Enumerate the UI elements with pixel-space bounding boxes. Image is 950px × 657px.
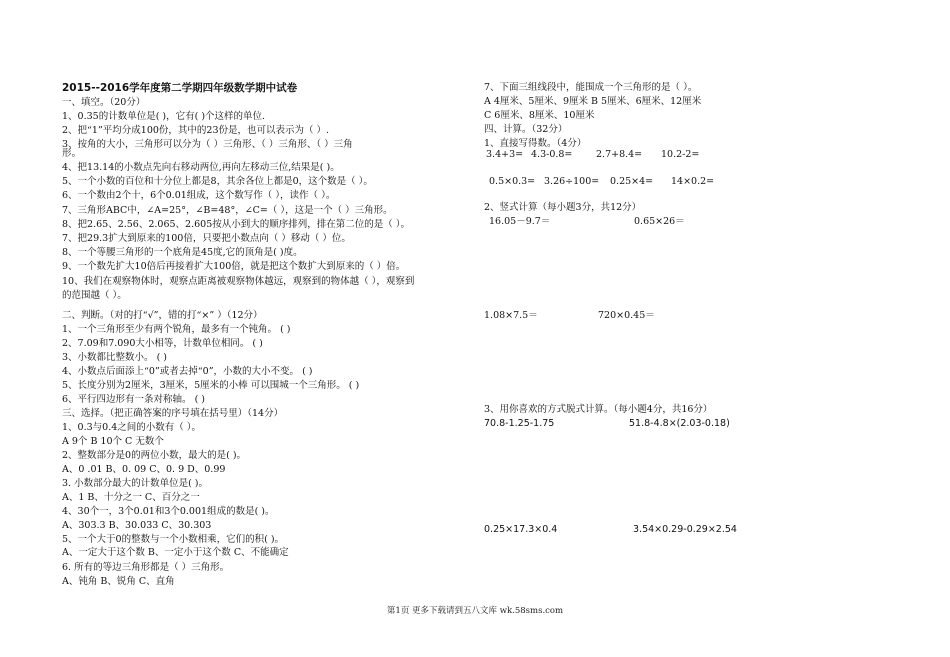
easy-calc-title: 3、用你喜欢的方式脱式计算。（每小题4分，共16分） <box>484 404 713 415</box>
direct-calc-item: 10.2-2= <box>661 149 700 160</box>
question-line: 四、计算。（32分） <box>484 124 568 135</box>
question-line: 4、把13.14的小数点先向右移动两位,再向左移动三位,结果是( )。 <box>62 162 340 173</box>
easy-calc-item: 0.25×17.3×0.4 <box>484 524 558 535</box>
question-line: 4、小数点后面添上“0”或者去掉“0”，小数的大小不变。 ( ) <box>62 366 313 377</box>
question-line: 4、30个一，3个0.01和3个0.001组成的数是( )。 <box>62 506 275 517</box>
question-line: A、1 B、十分之一 C、百分之一 <box>62 492 200 503</box>
question-line: A、0 .01 B、0. 09 C、0. 9 D、0.99 <box>62 464 226 475</box>
question-line: 1、0.35的计数单位是( )，它有( )个这样的单位. <box>62 111 266 122</box>
question-line: 二、判断。（对的打“√”，错的打“×” ）（12分） <box>62 310 263 321</box>
question-line: 5、一个大于0的整数与一个小数相乘，它们的积( )。 <box>62 534 285 545</box>
question-line: 5、一个小数的百位和十分位上都是8，其余各位上都是0，这个数是（ ）。 <box>62 176 373 187</box>
vertical-calc-item: 16.05－9.7＝ <box>489 216 551 227</box>
question-line: 9、一个数先扩大10倍后再接着扩大100倍，就是把这个数扩大到原来的（ ）倍。 <box>62 261 406 272</box>
question-line: 7、下面三组线段中，能围成一个三角形的是（ ）。 <box>484 82 698 93</box>
vertical-calc-item: 1.08×7.5＝ <box>484 310 538 321</box>
question-line: 1、直接写得数。（4分） <box>484 138 587 149</box>
question-line: 1、0.3与0.4之间的小数有（ ）。 <box>62 422 202 433</box>
direct-calc-item: 14×0.2= <box>671 176 715 187</box>
question-line: A、303.3 B、30.033 C、30.303 <box>62 520 212 531</box>
vertical-calc-item: 720×0.45＝ <box>598 310 655 321</box>
question-line: 2、整数部分是0的两位小数，最大的是( )。 <box>62 450 247 461</box>
question-line: 3. 小数部分最大的计数单位是( )。 <box>62 478 209 489</box>
question-line: 3、按角的大小，三角形可以分为（ ）三角形、（ ）三角形、（ ）三角 <box>62 139 353 150</box>
question-line: A、一定大于这个数 B、一定小于这个数 C、不能确定 <box>62 547 289 558</box>
question-line: 6、一个数由2个十，6个0.01组成，这个数写作（ ），读作（ ）。 <box>62 190 336 201</box>
question-line: A、钝角 B、锐角 C、直角 <box>62 576 175 587</box>
direct-calc-item: 4.3-0.8= <box>531 149 573 160</box>
question-line: 5、长度分别为2厘米，3厘米，5厘米的小棒 可以围城一个三角形。 ( ) <box>62 380 360 391</box>
question-line: 8、一个等腰三角形的一个底角是45度,它的顶角是( )度。 <box>62 247 303 258</box>
question-line: 三、选择。（把正确答案的序号填在括号里）（14分） <box>62 408 284 419</box>
question-line: 8、把2.65、2.56、2.065、2.605按从小到大的顺序排列，排在第二位的是（ ）。 <box>62 219 411 230</box>
question-line: 7、三角形ABC中，∠A=25°，∠B=48°，∠C=（ ），这是一个（ ）三角形。 <box>62 205 393 216</box>
vertical-calc-title: 2、竖式计算（每小题3分，共12分） <box>484 202 642 213</box>
question-line: 10、我们在观察物体时，观察点距离被观察物体越远，观察到的物体越（ ），观察到 <box>62 276 415 287</box>
direct-calc-item: 3.4+3= <box>486 149 524 160</box>
question-line: 6. 所有的等边三角形都是（ ）三角形。 <box>62 562 230 573</box>
direct-calc-item: 2.7+8.4= <box>596 149 643 160</box>
question-line: 1、一个三角形至少有两个锐角，最多有一个钝角。 ( ) <box>62 324 291 335</box>
question-line: 2、把“1”平均分成100份，其中的23份是，也可以表示为（ ）. <box>62 125 330 136</box>
vertical-calc-item: 0.65×26＝ <box>634 216 685 227</box>
direct-calc-item: 3.26÷100= <box>544 176 600 187</box>
question-line: 的范围越（ ）。 <box>62 290 127 301</box>
question-line: 一、填空。（20分） <box>62 97 146 108</box>
question-line: A 9个 B 10个 C 无数个 <box>62 436 164 447</box>
question-line: 2、7.09和7.090大小相等，计数单位相同。 ( ) <box>62 338 263 349</box>
question-line: C 6厘米、8厘米、10厘米 <box>484 110 595 121</box>
question-line: 3、小数都比整数小。 ( ) <box>62 352 167 363</box>
page-footer: 第1页 更多下载请到五八文库 wk.58sms.com <box>386 606 564 616</box>
question-line: 7、把29.3扩大到原来的100倍，只要把小数点向（ ）移动（ ）位。 <box>62 233 351 244</box>
easy-calc-item: 70.8-1.25-1.75 <box>484 418 555 429</box>
direct-calc-item: 0.5×0.3= <box>489 176 536 187</box>
easy-calc-item: 3.54×0.29-0.29×2.54 <box>633 524 737 535</box>
question-line: A 4厘米、5厘米、9厘米 B 5厘米、6厘米、12厘米 <box>484 96 702 107</box>
page-title: 2015--2016学年度第二学期四年级数学期中试卷 <box>62 82 298 94</box>
question-line: 形。 <box>62 148 82 159</box>
direct-calc-item: 0.25×4= <box>610 176 654 187</box>
easy-calc-item: 51.8-4.8×(2.03-0.18) <box>629 418 730 429</box>
question-line: 6、平行四边形有一条对称轴。 ( ) <box>62 394 205 405</box>
